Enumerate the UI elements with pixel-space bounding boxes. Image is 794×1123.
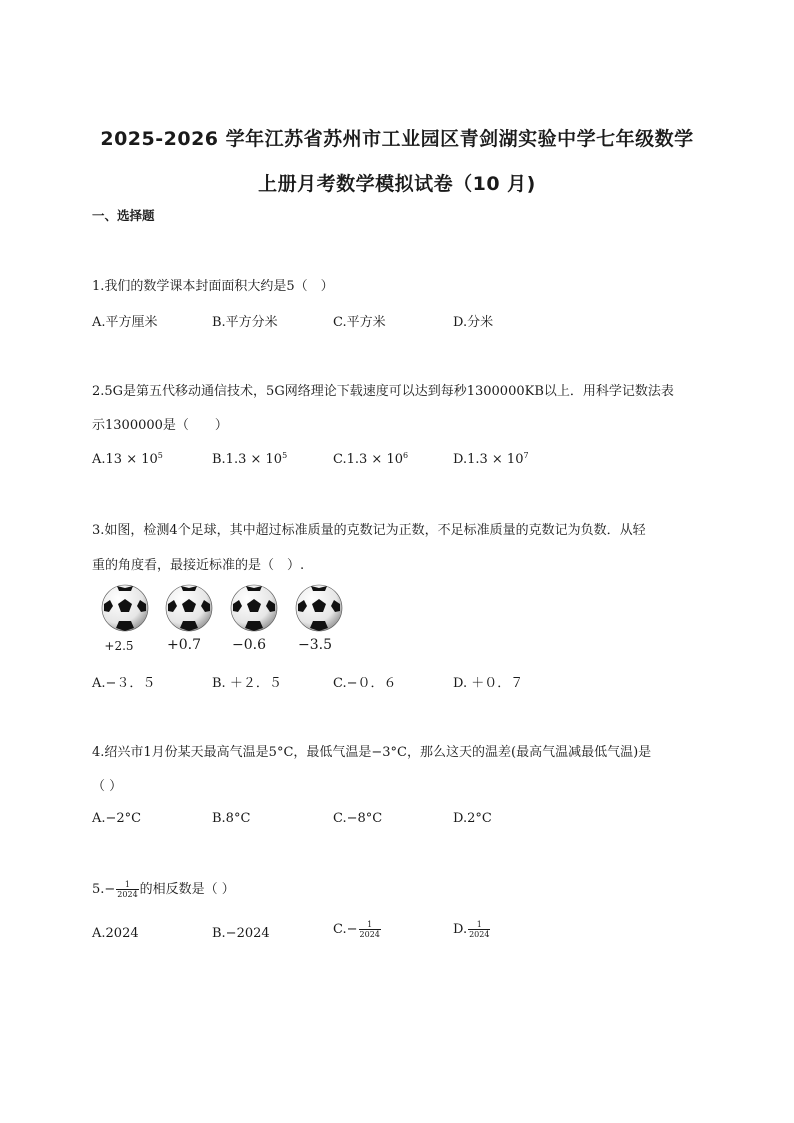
soccer-ball-icon [101,584,149,632]
question-5-option-a: A.2024 [92,926,139,941]
page-title-line2: 上册月考数学模拟试卷（10 月) [258,173,536,195]
question-4-stem-line2: （ ） [92,779,123,794]
question-3-option-a: A.−３．５ [92,676,156,691]
question-2-option-a: $A.13 \times 10^5$ [92,451,163,467]
question-4-option-a: A.−2°C [92,811,142,826]
soccer-ball-icon [295,584,343,632]
question-3-option-b: B. ＋２．５ [212,676,282,691]
question-4-option-d: D.2°C [453,811,492,826]
question-2-stem-line1: 2.5G是第五代移动通信技术，5G网络理论下载速度可以达到每秒1300000KB以上．用科学记数法表 [92,384,674,399]
question-1-stem: 1.我们的数学课本封面面积大约是5（ ） [92,279,334,294]
question-3-option-d: D. ＋０．７ [453,676,524,691]
question-5-option-c: C.− $\frac{1}{2024}$ [333,920,380,939]
fraction: $\frac{1}{2024}$ [117,880,138,899]
section-heading: 一、选择题 [92,208,155,223]
question-5-option-d: D. $\frac{1}{2024}$ [453,920,490,939]
question-2-option-b: $B.1.3 \times 10^5$ [212,451,288,467]
ball-label: +0.7 [167,637,201,653]
question-1-option-c: C.平方米 [333,315,386,330]
question-3-option-c: C.−０．６ [333,676,397,691]
question-3-stem-line1: 3.如图，检测4个足球，其中超过标准质量的克数记为正数，不足标准质量的克数记为负数．从轻 [92,523,646,538]
soccer-ball-icon [230,584,278,632]
ball-label: −3.5 [298,637,332,653]
fraction: $\frac{1}{2024}$ [469,920,490,939]
question-1-option-a: A.平方厘米 [92,315,158,330]
question-3-stem-line2: 重的角度看，最接近标准的是（ ）. [92,558,305,573]
question-2-stem-line2: 示1300000是（ ） [92,418,228,433]
ball-label: +2.5 [104,639,134,653]
question-2-option-d: $D.1.3 \times 10^7$ [453,451,529,467]
ball-label: −0.6 [232,637,266,653]
question-4-stem-line1: 4.绍兴市1月份某天最高气温是5°C，最低气温是−3°C，那么这天的温差(最高气温减最低气温)是 [92,745,652,760]
question-5-stem: 5.− $\frac{1}{2024}$ 的相反数是（ ） [92,880,235,899]
question-5-option-b: B.−2024 [212,926,270,941]
question-4-option-b: B.8°C [212,811,251,826]
soccer-ball-icon [165,584,213,632]
question-1-option-d: D.分米 [453,315,494,330]
page-title-line1: 2025-2026 学年江苏省苏州市工业园区青剑湖实验中学七年级数学 [100,128,694,150]
question-2-option-c: $C.1.3 \times 10^6$ [333,451,409,467]
question-1-option-b: B.平方分米 [212,315,278,330]
question-4-option-c: C.−8°C [333,811,383,826]
fraction: $\frac{1}{2024}$ [359,920,380,939]
